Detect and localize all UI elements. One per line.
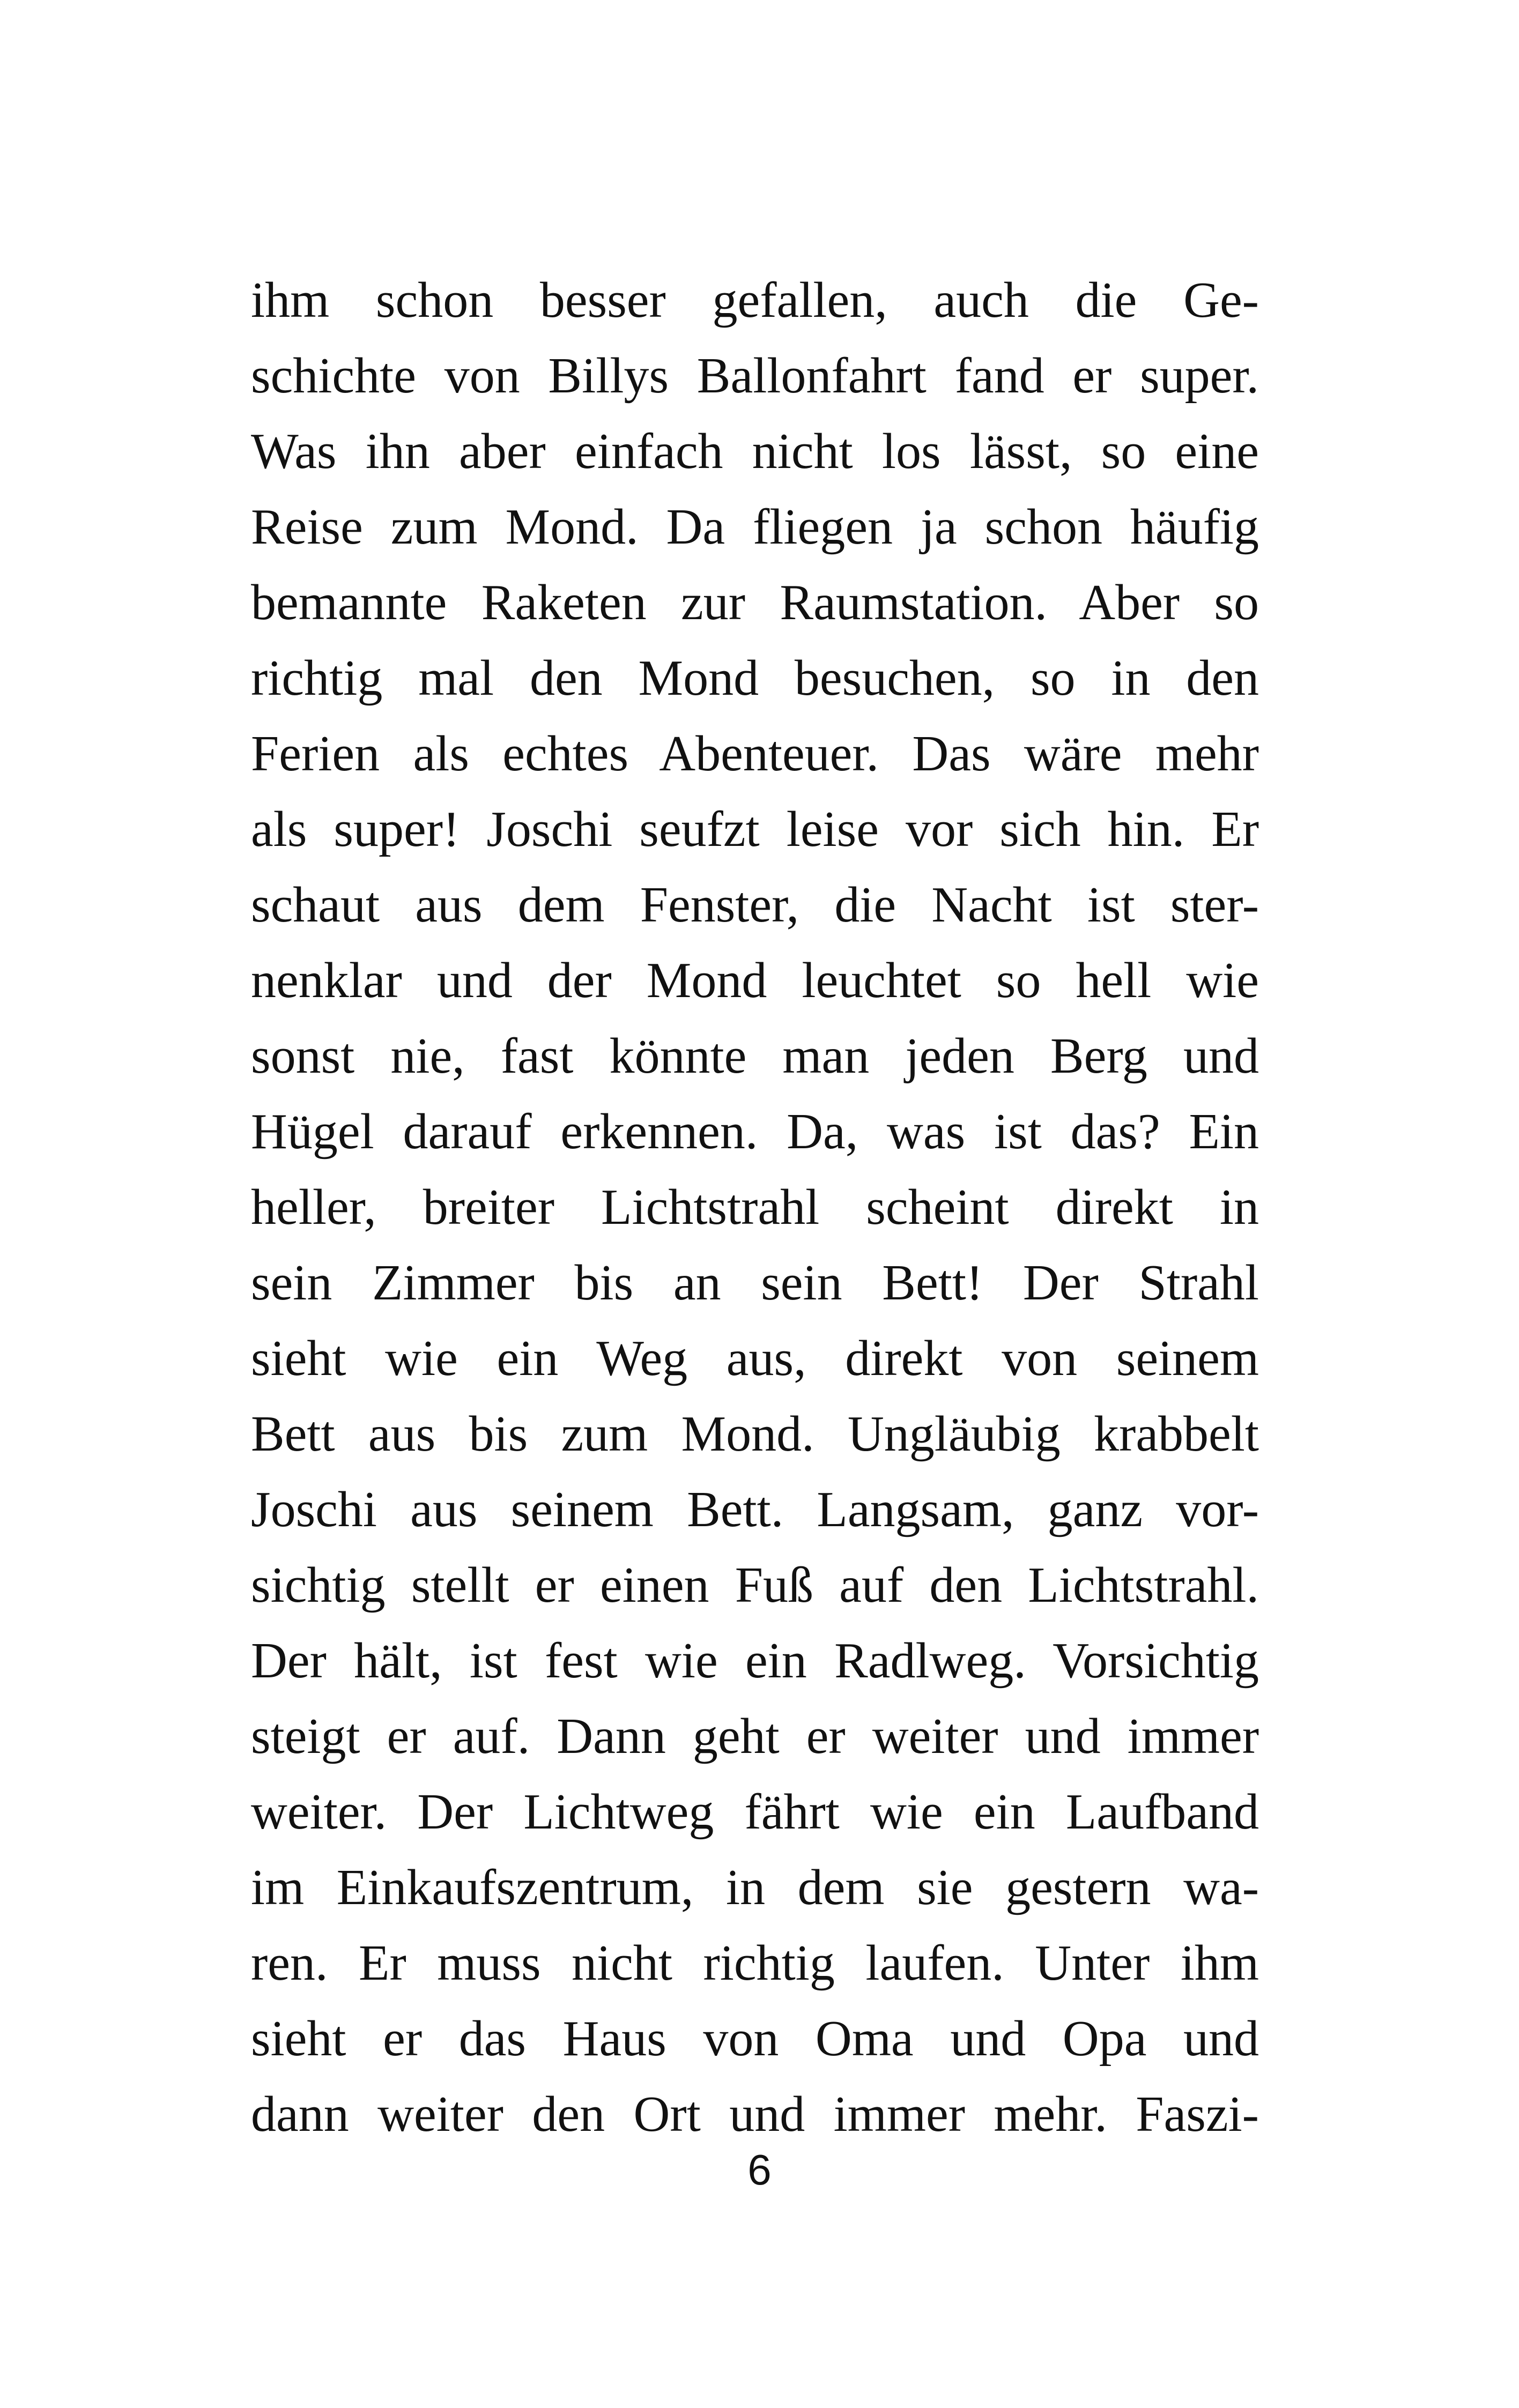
text-line: ihm schon besser gefallen, auch die Ge- (251, 272, 1259, 328)
text-line: Was ihn aber einfach nicht los lässt, so eine (251, 423, 1259, 479)
text-line: Der hält, ist fest wie ein Radlweg. Vorsichtig (251, 1633, 1259, 1689)
text-line: im Einkaufszentrum, in dem sie gestern wa- (251, 1860, 1259, 1915)
text-line: Bett aus bis zum Mond. Ungläubig krabbelt (251, 1406, 1259, 1462)
text-line: Hügel darauf erkennen. Da, was ist das? Ein (251, 1104, 1259, 1160)
page-number: 6 (747, 2146, 772, 2194)
text-line: Reise zum Mond. Da fliegen ja schon häufig (251, 499, 1259, 555)
text-line: bemannte Raketen zur Raumstation. Aber so (251, 575, 1259, 630)
text-line: weiter. Der Lichtweg fährt wie ein Laufband (251, 1784, 1259, 1840)
text-line: richtig mal den Mond besuchen, so in den (251, 650, 1259, 706)
text-line: schaut aus dem Fenster, die Nacht ist ster- (251, 877, 1259, 933)
text-line: sichtig stellt er einen Fuß auf den Lichtstrahl. (251, 1557, 1259, 1613)
text-line: heller, breiter Lichtstrahl scheint direkt in (251, 1179, 1259, 1235)
text-line: steigt er auf. Dann geht er weiter und immer (251, 1708, 1259, 1764)
text-line: als super! Joschi seufzt leise vor sich hin. Er (251, 801, 1259, 857)
text-line: Ferien als echtes Abenteuer. Das wäre mehr (251, 726, 1259, 782)
text-line: Joschi aus seinem Bett. Langsam, ganz vor- (251, 1482, 1259, 1537)
text-line: sein Zimmer bis an sein Bett! Der Strahl (251, 1255, 1259, 1311)
body-text (251, 263, 1259, 2152)
text-line: sieht wie ein Weg aus, direkt von seinem (251, 1331, 1259, 1386)
text-line: sonst nie, fast könnte man jeden Berg und (251, 1028, 1259, 1084)
text-line: sieht er das Haus von Oma und Opa und (251, 2011, 1259, 2067)
text-line: nenklar und der Mond leuchtet so hell wie (251, 953, 1259, 1008)
text-line: ren. Er muss nicht richtig laufen. Unter ihm (251, 1935, 1259, 1991)
text-line: dann weiter den Ort und immer mehr. Faszi- (251, 2086, 1259, 2142)
text-line: schichte von Billys Ballonfahrt fand er super. (251, 348, 1259, 404)
